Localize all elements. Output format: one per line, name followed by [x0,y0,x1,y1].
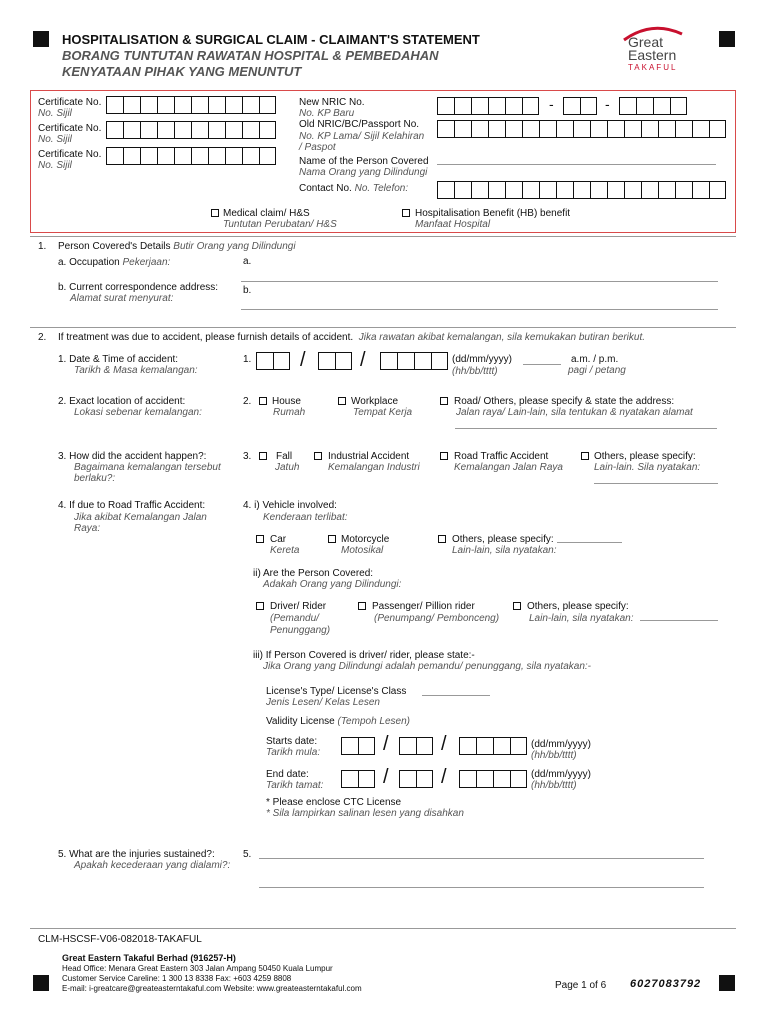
accident-month-boxes[interactable] [318,352,352,370]
medical-claim-label-my: Tuntutan Perubatan/ H&S [223,219,337,230]
driver-details-label-my: Jika Orang yang Dilindungi adalah pemandu/ penunggang, sila nyatakan:- [263,661,592,672]
road-others-label-my: Jalan raya/ Lain-lain, sila tentukan & nyatakan alamat [456,407,693,418]
hb-benefit-label: Hospitalisation Benefit (HB) benefit [415,208,571,219]
vehicle-others-field[interactable] [557,542,622,543]
cert-label-3: Certificate No. [38,149,102,160]
end-date-format: (dd/mm/yyyy) [531,769,591,780]
cert-label-my-2: No. Sijil [38,134,72,145]
occupation-field[interactable] [241,281,718,282]
motorcycle-label-my: Motosikal [341,545,384,556]
cert-label-2: Certificate No. [38,123,102,134]
fall-label: Fall [276,451,293,462]
start-date-label: Starts date: [266,736,318,747]
license-type-label-my: Jenis Lesen/ Kelas Lesen [266,697,380,708]
road-traffic-label-my: Kemalangan Jalan Raya [454,462,563,473]
validity-label [266,716,410,727]
car-checkbox[interactable] [256,535,264,543]
address-answer-prefix: b. [243,285,252,296]
driver-checkbox[interactable] [256,602,264,610]
registration-mark-bottom-right [719,975,735,991]
occupation-label-my: Pekerjaan: [122,257,171,268]
license-type-field[interactable] [422,695,490,696]
end-date-label-my: Tarikh tamat: [266,780,324,791]
occupation-answer-prefix: a. [243,256,252,267]
date-slash-1: / [300,349,306,371]
end-date-label: End date: [266,769,309,780]
q3-label-my1: Bagaimana kemalangan tersebut [74,462,221,473]
q5-label: 5. What are the injuries sustained?: [58,849,215,860]
new-nric-boxes-part1[interactable] [437,97,539,115]
form-barcode-number: 6027083792 [630,978,702,990]
great-eastern-logo [622,24,692,74]
workplace-label: Workplace [351,396,399,407]
q2-label-my: Lokasi sebenar kemalangan: [74,407,202,418]
car-label-my: Kereta [270,545,300,556]
how-others-label-my: Lain-lain. Sila nyatakan: [594,462,701,473]
old-nric-boxes[interactable] [437,120,726,138]
q5-answer-prefix: 5. [243,849,252,860]
driver-label-my1: (Pemandu/ [270,613,319,624]
registration-mark-bottom-left [33,975,49,991]
section2-title-my: Jika rawatan akibat kemalangan, sila kemukakan butiran berikut. [358,332,645,343]
industrial-label-my: Kemalangan Industri [328,462,420,473]
end-day-boxes[interactable] [341,770,375,788]
house-checkbox[interactable] [259,397,267,405]
passenger-checkbox[interactable] [358,602,366,610]
form-title: HOSPITALISATION & SURGICAL CLAIM - CLAIMANT'S STATEMENT [62,32,480,47]
medical-claim-checkbox[interactable] [211,209,219,217]
ampm-label-my: pagi / petang [568,365,626,376]
q5-label-my: Apakah kecederaan yang dialami?: [74,860,231,871]
company-name: Great Eastern Takaful Berhad (916257-H) [62,953,236,963]
house-label: House [272,396,301,407]
fall-label-my: Jatuh [275,462,300,473]
nric-dash-2: - [605,96,610,112]
q1-label: 1. Date & Time of accident: [58,354,179,365]
ampm-label: a.m. / p.m. [571,354,619,365]
vehicle-others-label: Others, please specify: [452,534,554,545]
q1-answer-prefix: 1. [243,354,252,365]
validity-label-my: (Tempoh Lesen) [337,716,410,727]
injuries-field-1[interactable] [259,858,704,859]
logo-line2: Eastern [628,47,677,63]
form-subtitle-line1: BORANG TUNTUTAN RAWATAN HOSPITAL & PEMBEDAHAN [62,48,439,63]
address-field[interactable] [241,309,718,310]
old-nric-label-my2: / Paspot [299,142,336,153]
address-label-my: Alamat surat menyurat: [70,293,174,304]
q2-answer-prefix: 2. [243,396,252,407]
ctc-note: * Please enclose CTC License [266,797,402,808]
end-slash-1: / [383,766,389,788]
start-slash-2: / [441,733,447,755]
road-others-checkbox[interactable] [440,397,448,405]
q3-label-my2: berlaku?: [74,473,116,484]
vehicle-involved-label-my: Kenderaan terlibat: [263,512,348,523]
page-number: Page 1 of 6 [555,980,607,991]
section1-title [58,241,296,252]
date-slash-2: / [360,349,366,371]
vehicle-others-label-my: Lain-lain, sila nyatakan: [452,545,557,556]
cert-no-boxes-2[interactable] [106,121,276,139]
industrial-checkbox[interactable] [314,452,322,460]
logo-line1: Great [628,34,664,50]
nric-dash-1: - [549,96,554,112]
vehicle-involved-label: 4. i) Vehicle involved: [243,500,337,511]
registration-mark-top-left [33,31,49,47]
start-date-format-my: (hh/bb/tttt) [531,750,577,761]
section2-title-en: If treatment was due to accident, please furnish details of accident. [58,332,354,343]
date-format-label: (dd/mm/yyyy) [452,354,512,365]
new-nric-boxes-part2[interactable] [563,97,597,115]
role-others-label: Others, please specify: [527,601,629,612]
q3-answer-prefix: 3. [243,451,252,462]
hb-benefit-checkbox[interactable] [402,209,410,217]
vehicle-others-checkbox[interactable] [438,535,446,543]
person-name-label-my: Nama Orang yang Dilindungi [299,167,428,178]
license-type-label: License's Type/ License's Class [266,686,407,697]
contact-boxes[interactable] [437,181,726,199]
section2-title [58,332,645,343]
start-date-label-my: Tarikh mula: [266,747,321,758]
medical-claim-label: Medical claim/ H&S [223,208,310,219]
accident-year-boxes[interactable] [380,352,448,370]
q1-label-my: Tarikh & Masa kemalangan: [74,365,198,376]
how-others-label: Others, please specify: [594,451,696,462]
section1-title-my: Butir Orang yang Dilindungi [173,241,296,252]
passenger-label: Passenger/ Pillion rider [372,601,475,612]
occupation-label-en: a. Occupation [58,257,120,268]
accident-time-field[interactable] [523,364,561,365]
careline: Customer Service Careline: 1 300 13 8338 Fax: +603 4259 8808 [62,974,292,983]
section2-number: 2. [38,332,47,343]
workplace-checkbox[interactable] [338,397,346,405]
injuries-field-2[interactable] [259,887,704,888]
registration-mark-top-right [719,31,735,47]
end-date-format-my: (hh/bb/tttt) [531,780,577,791]
validity-label-en: Validity License [266,716,335,727]
start-month-boxes[interactable] [399,737,433,755]
old-nric-label-my1: No. KP Lama/ Sijil Kelahiran [299,131,425,142]
road-others-label: Road/ Others, please specify & state the address: [454,396,675,407]
passenger-label-my: (Penumpang/ Pembonceng) [374,613,500,624]
end-month-boxes[interactable] [399,770,433,788]
accident-address-field[interactable] [455,428,717,429]
how-others-field[interactable] [594,483,718,484]
motorcycle-label: Motorcycle [341,534,390,545]
person-name-label: Name of the Person Covered [299,156,429,167]
date-format-label-my: (hh/bb/tttt) [452,366,498,377]
role-others-field[interactable] [640,620,718,621]
start-day-boxes[interactable] [341,737,375,755]
q4-label-my2: Raya: [74,523,101,534]
q4-label: 4. If due to Road Traffic Accident: [58,500,206,511]
hb-benefit-label-my: Manfaat Hospital [415,219,491,230]
section2-divider [30,327,736,328]
q2-label: 2. Exact location of accident: [58,396,186,407]
start-date-format: (dd/mm/yyyy) [531,739,591,750]
form-subtitle-line2: KENYATAAN PIHAK YANG MENUNTUT [62,64,302,79]
house-label-my: Rumah [273,407,306,418]
cert-label-1: Certificate No. [38,97,102,108]
role-question-label: ii) Are the Person Covered: [253,568,374,579]
end-slash-2: / [441,766,447,788]
footer-divider [30,928,736,929]
road-traffic-checkbox[interactable] [440,452,448,460]
cert-no-boxes-3[interactable] [106,147,276,165]
role-others-checkbox[interactable] [513,602,521,610]
form-code: CLM-HSCSF-V06-082018-TAKAFUL [38,934,202,945]
contact-email-website: E-mail: i-greatcare@greateasterntakaful.com Website: www.greateasterntakaful.com [62,984,362,993]
workplace-label-my: Tempat Kerja [353,407,413,418]
how-others-checkbox[interactable] [581,452,589,460]
section1-divider [30,236,736,237]
road-traffic-label: Road Traffic Accident [454,451,549,462]
occupation-label [58,257,170,268]
accident-day-boxes[interactable] [256,352,290,370]
role-others-label-my: Lain-lain, sila nyatakan: [529,613,634,624]
industrial-label: Industrial Accident [328,451,410,462]
person-name-field[interactable] [437,164,716,165]
driver-label-my2: Penunggang) [270,625,331,636]
head-office: Head Office: Menara Great Eastern 303 Jalan Ampang 50450 Kuala Lumpur [62,964,333,973]
address-label: b. Current correspondence address: [58,282,219,293]
section1-number: 1. [38,241,47,252]
motorcycle-checkbox[interactable] [328,535,336,543]
contact-label [299,183,408,194]
q3-label: 3. How did the accident happen?: [58,451,207,462]
driver-label: Driver/ Rider [270,601,327,612]
section1-title-en: Person Covered's Details [58,241,171,252]
logo-line3: TAKAFUL [628,63,678,72]
end-year-boxes[interactable] [459,770,527,788]
driver-details-label: iii) If Person Covered is driver/ rider, please state:- [253,650,475,661]
q4-label-my1: Jika akibat Kemalangan Jalan [74,512,207,523]
cert-label-my-3: No. Sijil [38,160,72,171]
start-year-boxes[interactable] [459,737,527,755]
ctc-note-my: * Sila lampirkan salinan lesen yang disahkan [266,808,464,819]
new-nric-label: New NRIC No. [299,97,365,108]
role-question-label-my: Adakah Orang yang Dilindungi: [263,579,402,590]
fall-checkbox[interactable] [259,452,267,460]
contact-label-my: No. Telefon: [354,183,409,194]
old-nric-label: Old NRIC/BC/Passport No. [299,119,420,130]
new-nric-boxes-part3[interactable] [619,97,687,115]
start-slash-1: / [383,733,389,755]
cert-no-boxes-1[interactable] [106,96,276,114]
car-label: Car [270,534,287,545]
contact-label-en: Contact No. [299,183,352,194]
new-nric-label-my: No. KP Baru [299,108,355,119]
cert-label-my-1: No. Sijil [38,108,72,119]
